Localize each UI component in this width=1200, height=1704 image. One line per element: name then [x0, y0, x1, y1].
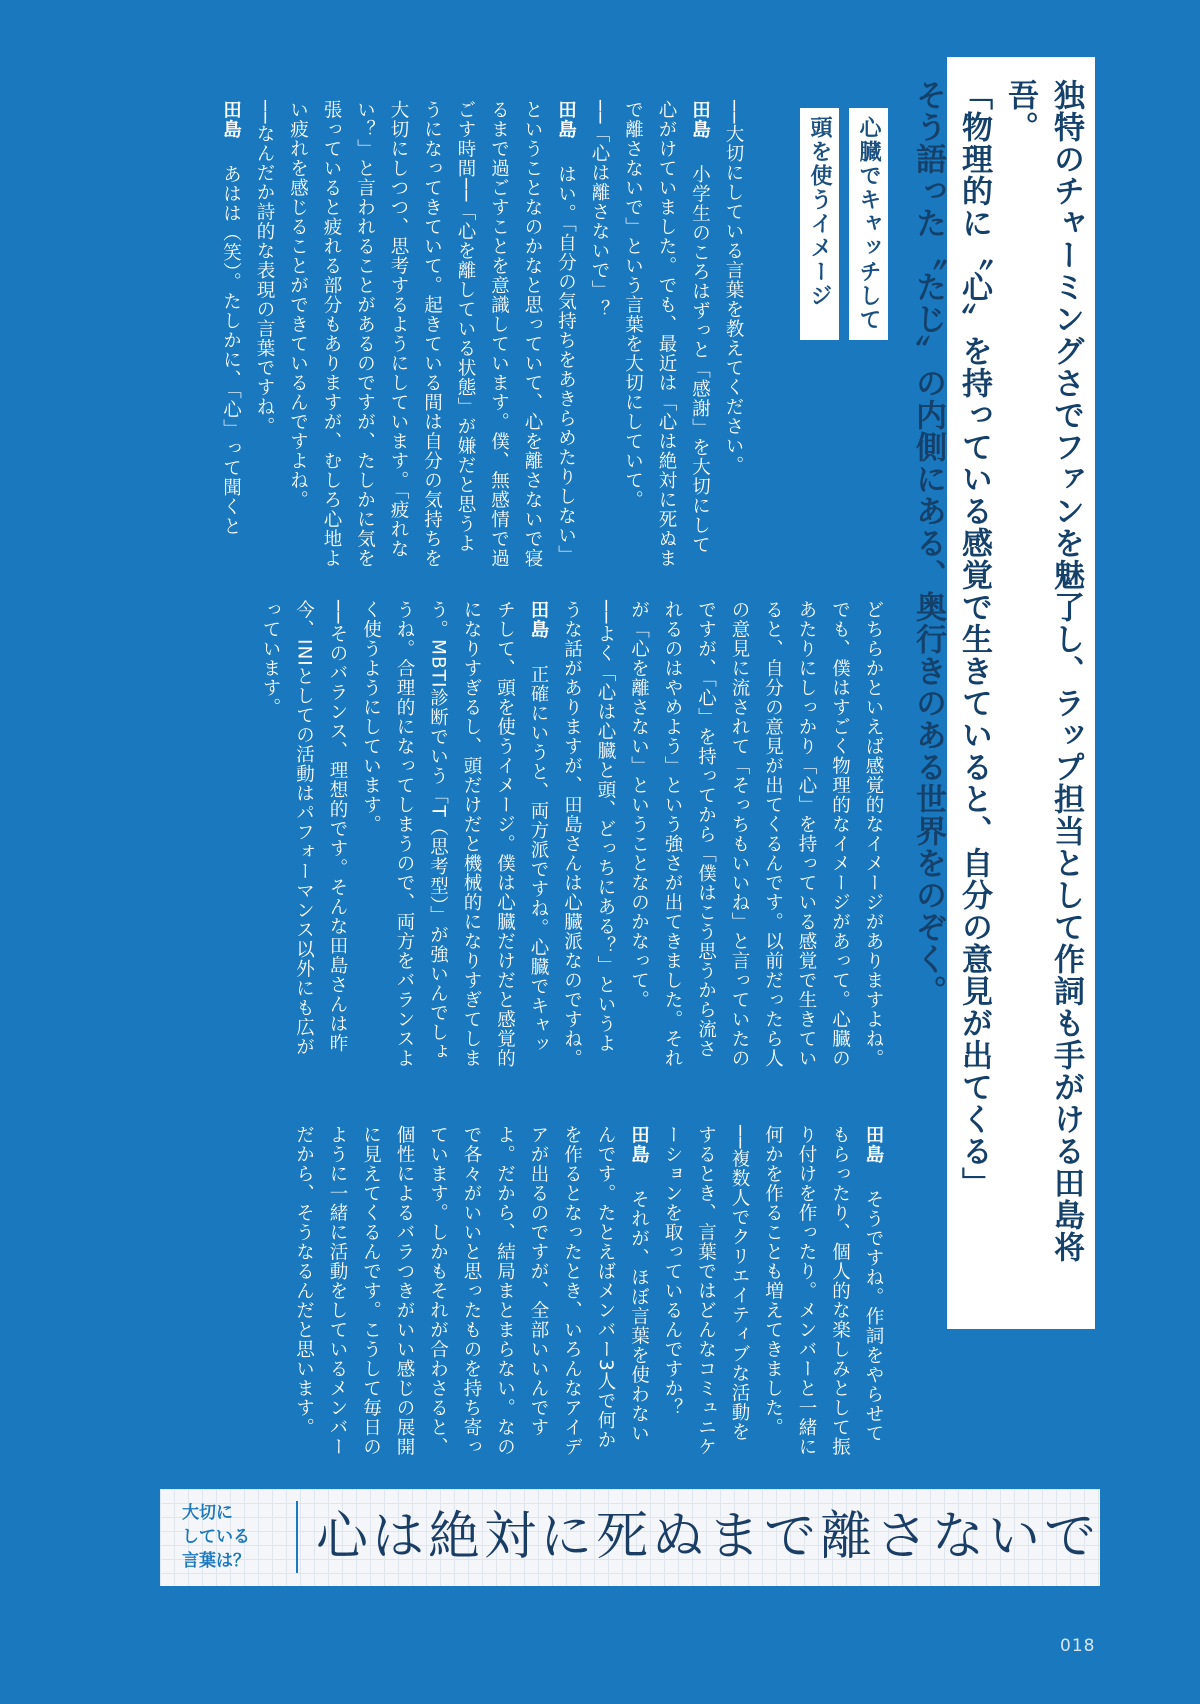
section-heading: [790, 108, 888, 340]
paragraph: ──なんだか詩的な表現の言葉ですね。: [254, 100, 275, 437]
speaker-name: 田島: [555, 100, 577, 139]
banner-label: [182, 1501, 292, 1573]
banner-label-line-1: 大切に: [182, 1503, 233, 1523]
banner-label-line-2: している: [182, 1527, 250, 1547]
paragraph: どちらかといえば感覚的なイメージがありますよね。でも、僕はすごく物理的なイメージがあって。心臓のあたりにしっかり「心」を持っている感覚で生きていると、自分の意見が出てくるんです。以前だったら人の意見に流されて「そっちもいいね」と言っていたのですが、「心」を持ってから「僕はこう思うから流されるのはやめよう」という強さが出てきました。それが「心を離さない」ということなのかなって。: [628, 600, 884, 1068]
paragraph: 田島 そうですね。作詞をやらせてもらったり、個人的な楽しみとして振り付けを作ったり。メンバーと一緒に何かを作ることも増えてきました。: [762, 1125, 884, 1457]
body-column-upper: [150, 100, 750, 570]
speaker-name: 田島: [528, 600, 549, 639]
lead-line-1: 独特のチャーミングさでファンを魅了し、ラップ担当として作詞も手がける田島将吾。: [1002, 79, 1084, 1263]
lead-text-box: [910, 57, 1095, 1329]
section-heading-line-2: 頭を使うイメージ: [800, 108, 839, 340]
speaker-name: 田島: [689, 100, 711, 139]
speaker-name: 田島: [863, 1125, 884, 1164]
paragraph: 田島 正確にいうと、両方派ですね。心臓でキャッチして、頭を使うイメージ。僕は心臓だけだと感覚的になりすぎるし、頭だけだと機械的になりすぎてしまう。MBTI診断でいう「T（思考型）」が強いんでしょうね。合理的になってしまうので、両方をバランスよく使うようにしています。: [360, 600, 549, 1068]
paragraph: 田島 はい。「自分の気持ちをあきらめたりしない」ということなのかなと思っていて、心を離さないで寝るまで過ごすことを意識しています。僕、無感情で過ごす時間──「心を離している状態」が嫌だと思うようになってきていて。起きている間は自分の気持ちを大切にしつつ、思考するようにしています。「疲れない？」と言われることがあるのですが、たしかに気を張っていると疲れる部分もありますが、むしろ心地よい疲れを感じることができているんですよね。: [287, 100, 577, 568]
paragraph: 田島 あはは（笑）。たしかに、「心」って聞くと: [220, 100, 242, 536]
banner-divider: [296, 1501, 298, 1573]
handwritten-quote: 心は絶対に死ぬまで離さないで: [316, 1507, 1101, 1567]
speaker-name: 田島: [628, 1125, 650, 1164]
paragraph: ──そのバランス、理想的です。そんな田島さんは昨今、INIとしての活動はパフォーマンス以外にも広がっています。: [260, 600, 348, 1057]
paragraph: ──「心は離さないで」？: [589, 100, 610, 320]
lead-line-2: 「物理的に〝心〟を持っている感覚で生きていると、自分の意見が出てくる」: [956, 79, 992, 1199]
paragraph: ──複数人でクリエイティブな活動をするとき、言葉ではどんなコミュニケーションを取っているんですか？: [662, 1125, 750, 1457]
lead-line-3: そう語った〝たじ〟の内側にある、奥行きのある世界をのぞく。: [910, 79, 946, 1007]
section-heading-line-1: 心臓でキャッチして: [849, 108, 888, 340]
paragraph: 田島 それが、ほぼ言葉を使わないんです。たとえばメンバー3人で何かを作るとなったとき、いろんなアイデアが出るのですが、全部いいんですよ。だから、結局まとまらない。なので各々がいいと思ったものを持ち寄っています。しかもそれが合わさると、個性によるバラつきがいい感じの展開に見えてくるんです。こうして毎日のように一緒に活動をしているメンバーだから、そうなるんだと思います。: [293, 1125, 650, 1457]
paragraph: ──よく「心は心臓と頭、どっちにある？」というような話がありますが、田島さんは心臓派なのですね。: [561, 600, 616, 1068]
body-column-lower: [200, 1125, 890, 1460]
paragraph: ──大切にしている言葉を教えてください。: [723, 100, 744, 476]
paragraph: 田島 小学生のころはずっと「感謝」を大切にして心がけていました。でも、最近は「心は絶対に死ぬまで離さないで」という言葉を大切にしていて。: [622, 100, 711, 568]
speaker-name: 田島: [220, 100, 242, 139]
banner-label-line-3: 言葉は？: [182, 1551, 250, 1571]
favorite-words-banner: [160, 1489, 1100, 1586]
body-column-middle: [150, 600, 890, 1070]
page-number: 018: [1060, 1636, 1096, 1656]
